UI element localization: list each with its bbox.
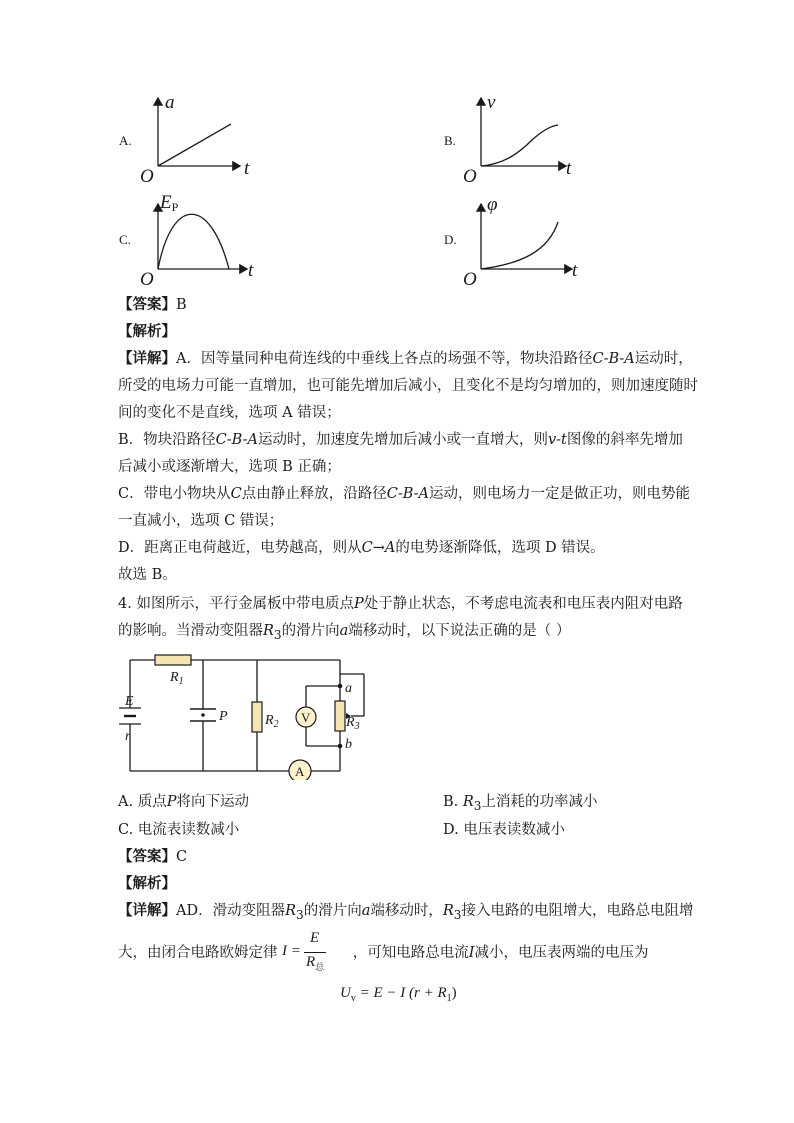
q3-detail-line-6: C．带电小物块从C点由静止释放，沿路径C-B-A运动，则电场力一定是做正功，则电势能 — [118, 486, 691, 502]
graph-c-option-label: C. — [119, 232, 131, 247]
q4-option-c: C. 电流表读数减小 — [118, 822, 240, 838]
circuit-diagram — [110, 650, 380, 780]
graph-c-curve — [158, 214, 229, 269]
graph-a-y-label: a — [165, 92, 175, 113]
graph-a-option-label: A. — [119, 133, 132, 148]
q3-detail-line-3: 间的变化不是直线，选项 A 错误； — [118, 405, 341, 421]
q4-option-a: A. 质点P将向下运动 — [118, 794, 249, 810]
particle-label: P — [219, 709, 228, 724]
graph-c-y-label: EP — [160, 192, 179, 214]
graph-b — [463, 92, 572, 187]
graph-a — [140, 92, 250, 187]
graph-b-option-label: B. — [444, 133, 456, 148]
charged-particle — [201, 713, 205, 717]
q4-detail-line-2: 大，由闭合电路欧姆定律 ，可知电路总电流I减小，电压表两端的电压为 — [118, 945, 649, 961]
terminal-a-label: a — [345, 681, 352, 696]
resistor-r1 — [155, 655, 191, 665]
q3-detail-line-7: 一直减小，选项 C 错误； — [118, 513, 284, 529]
q3-detail-line-5: 后减小或逐渐增大，选项 B 正确； — [118, 459, 341, 475]
q4-detail-line-1: 【详解】AD．滑动变阻器$R_3$的滑片向a端移动时，$R_3$接入电路的电阻增大，电路总电阻增 — [118, 902, 694, 922]
graph-a-curve — [158, 124, 231, 166]
q3-answer: 【答案】B — [118, 296, 187, 313]
rheostat-r3 — [335, 701, 345, 731]
graph-a-origin: O — [140, 166, 154, 187]
graph-a-x-label: t — [244, 158, 250, 179]
graph-b-curve — [481, 125, 558, 166]
r1-label: $R_1$ — [170, 670, 184, 687]
r2-label: $R_2$ — [265, 713, 279, 730]
graph-c-x-label: t — [248, 260, 254, 281]
r3-label: $R_3$ — [346, 715, 360, 732]
terminal-b-label: b — [345, 737, 352, 752]
graph-d-option-label: D. — [444, 232, 457, 247]
graph-options — [0, 0, 794, 300]
q4-analysis-tag: 【解析】 — [118, 875, 176, 892]
q4-option-d: D. 电压表读数减小 — [443, 822, 565, 838]
terminal-a — [338, 684, 343, 689]
ammeter-label: A — [295, 764, 305, 779]
graph-b-x-label: t — [566, 158, 572, 179]
graph-b-y-label: v — [487, 92, 496, 113]
fraction-bar — [304, 952, 326, 953]
q4-answer: 【答案】C — [118, 848, 188, 865]
q3-detail-line-2: 所受的电场力可能一直增加，也可能先增加后减小，且变化不是均匀增加的，则加速度随时 — [118, 378, 698, 394]
q3-analysis-tag: 【解析】 — [118, 323, 176, 340]
q4-stem-line-2: 的影响。当滑动变阻器$R_3$的滑片向a端移动时，以下说法正确的是（ ） — [118, 623, 571, 642]
q3-detail-line-4: B．物块沿路径C-B-A运动时，加速度先增加后减小或一直增大，则v-t图像的斜率先增加 — [118, 432, 683, 448]
resistor-r2 — [252, 702, 262, 732]
q4-stem-line-1: 4. 如图所示，平行金属板中带电质点P处于静止状态，不考虑电流表和电压表内阻对电路 — [118, 596, 683, 612]
graph-c — [140, 192, 254, 290]
ohm-law-formula: I = E $R_总$ — [282, 930, 325, 972]
q3-conclusion: 故选 B。 — [118, 567, 177, 583]
graph-d — [463, 194, 578, 290]
graph-d-curve — [481, 222, 558, 269]
graph-d-y-label: φ — [487, 194, 498, 215]
q4-option-b: B. $R_3$上消耗的功率减小 — [443, 794, 598, 813]
emf-label: E — [125, 694, 134, 709]
q3-detail-line-8: D．距离正电荷越近，电势越高，则从C→A的电势逐渐降低，选项 D 错误。 — [118, 540, 605, 556]
graph-b-origin: O — [463, 166, 477, 187]
graph-c-origin: O — [140, 269, 154, 290]
q3-detail-line-1: 【详解】A．因等量同种电荷连线的中垂线上各点的场强不等，物块沿路径C-B-A运动时， — [118, 350, 693, 367]
voltmeter-label: V — [301, 710, 311, 725]
voltmeter-voltage-formula: $U_v = E - I$ $(r + R_1)$ — [340, 985, 457, 1004]
internal-resistance-label: r — [125, 729, 131, 744]
terminal-b — [338, 744, 343, 749]
graph-d-x-label: t — [572, 260, 578, 281]
graph-d-origin: O — [463, 269, 477, 290]
